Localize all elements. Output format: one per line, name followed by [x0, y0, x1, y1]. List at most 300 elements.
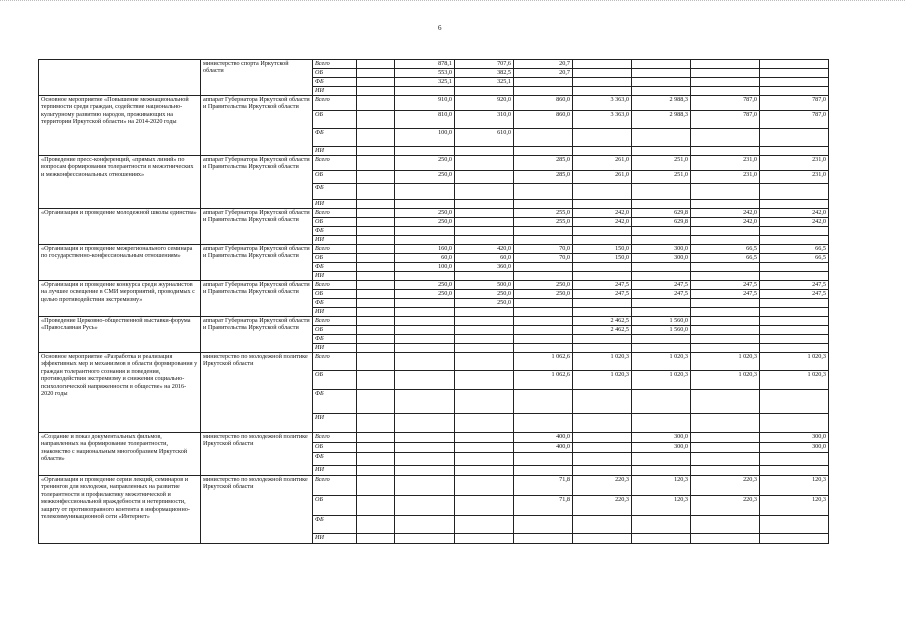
- funding-source-cell: ИИ: [313, 200, 357, 209]
- amount-cell: [760, 534, 829, 544]
- amount-cell: [357, 171, 395, 184]
- amount-cell: [632, 227, 691, 236]
- funding-source-cell: ОБ: [313, 111, 357, 129]
- amount-cell: [395, 516, 455, 534]
- amount-cell: [357, 308, 395, 317]
- event-name-cell: [39, 60, 201, 96]
- amount-cell: [760, 60, 829, 69]
- amount-cell: [573, 443, 632, 453]
- amount-cell: [455, 87, 514, 96]
- funding-source-cell: Всего: [313, 156, 357, 171]
- amount-cell: [691, 516, 760, 534]
- amount-cell: [514, 390, 573, 414]
- executor-cell: аппарат Губернатора Иркутской области и Правительства Иркутской области: [201, 96, 313, 156]
- amount-cell: [455, 184, 514, 200]
- amount-cell: [573, 236, 632, 245]
- amount-cell: [760, 69, 829, 78]
- amount-cell: 610,0: [455, 129, 514, 147]
- amount-cell: [514, 147, 573, 156]
- amount-cell: 231,0: [760, 156, 829, 171]
- event-name-cell: «Создание и показ документальных фильмов, направленных на формирование толерантности, знакомство с национальным многообразием Иркутской области»: [39, 433, 201, 476]
- amount-cell: [691, 200, 760, 209]
- amount-cell: [395, 326, 455, 335]
- funding-source-cell: Всего: [313, 317, 357, 326]
- amount-cell: 220,3: [573, 496, 632, 516]
- amount-cell: [691, 69, 760, 78]
- funding-source-cell: ИИ: [313, 272, 357, 281]
- funding-source-cell: Всего: [313, 353, 357, 371]
- amount-cell: [760, 317, 829, 326]
- amount-cell: [395, 476, 455, 496]
- event-name-cell: «Проведение Церковно-общественной выставки-форума «Православная Русь»: [39, 317, 201, 353]
- amount-cell: [760, 466, 829, 476]
- amount-cell: [691, 326, 760, 335]
- amount-cell: [455, 466, 514, 476]
- amount-cell: 300,0: [632, 245, 691, 254]
- executor-cell: министерство спорта Иркутской области: [201, 60, 313, 96]
- amount-cell: [514, 335, 573, 344]
- funding-source-cell: ИИ: [313, 414, 357, 433]
- amount-cell: [455, 272, 514, 281]
- funding-source-cell: ИИ: [313, 147, 357, 156]
- amount-cell: [357, 60, 395, 69]
- amount-cell: [395, 147, 455, 156]
- amount-cell: 250,0: [395, 209, 455, 218]
- amount-cell: [632, 87, 691, 96]
- amount-cell: [691, 78, 760, 87]
- amount-cell: [455, 200, 514, 209]
- table-row: [39, 60, 829, 69]
- amount-cell: [760, 326, 829, 335]
- amount-cell: [395, 453, 455, 466]
- amount-cell: 285,0: [514, 171, 573, 184]
- table-row: [39, 476, 829, 496]
- amount-cell: 120,3: [632, 476, 691, 496]
- amount-cell: 1 020,3: [573, 371, 632, 390]
- amount-cell: [514, 453, 573, 466]
- budget-table: [38, 59, 829, 544]
- amount-cell: [455, 476, 514, 496]
- amount-cell: [395, 299, 455, 308]
- amount-cell: [455, 353, 514, 371]
- amount-cell: [395, 371, 455, 390]
- amount-cell: [760, 129, 829, 147]
- amount-cell: [357, 272, 395, 281]
- amount-cell: 251,0: [632, 171, 691, 184]
- amount-cell: [357, 317, 395, 326]
- amount-cell: [395, 414, 455, 433]
- funding-source-cell: Всего: [313, 245, 357, 254]
- funding-source-cell: ИИ: [313, 236, 357, 245]
- amount-cell: 242,0: [760, 218, 829, 227]
- amount-cell: 120,3: [760, 496, 829, 516]
- amount-cell: [357, 254, 395, 263]
- executor-cell: аппарат Губернатора Иркутской области и Правительства Иркутской области: [201, 209, 313, 245]
- amount-cell: 1 062,6: [514, 353, 573, 371]
- amount-cell: 231,0: [691, 171, 760, 184]
- amount-cell: [632, 147, 691, 156]
- amount-cell: [691, 236, 760, 245]
- amount-cell: [455, 496, 514, 516]
- amount-cell: [760, 227, 829, 236]
- amount-cell: [691, 466, 760, 476]
- funding-source-cell: ИИ: [313, 466, 357, 476]
- amount-cell: 231,0: [691, 156, 760, 171]
- amount-cell: [395, 390, 455, 414]
- amount-cell: [573, 466, 632, 476]
- amount-cell: [632, 200, 691, 209]
- amount-cell: [691, 534, 760, 544]
- amount-cell: [760, 344, 829, 353]
- amount-cell: 2 988,3: [632, 96, 691, 111]
- amount-cell: [573, 263, 632, 272]
- funding-source-cell: Всего: [313, 281, 357, 290]
- amount-cell: [395, 466, 455, 476]
- amount-cell: [357, 111, 395, 129]
- amount-cell: 1 560,0: [632, 317, 691, 326]
- amount-cell: [691, 263, 760, 272]
- executor-cell: аппарат Губернатора Иркутской области и Правительства Иркутской области: [201, 317, 313, 353]
- amount-cell: [395, 308, 455, 317]
- amount-cell: 1 020,3: [691, 371, 760, 390]
- funding-source-cell: Всего: [313, 433, 357, 443]
- amount-cell: 71,8: [514, 476, 573, 496]
- amount-cell: [760, 390, 829, 414]
- amount-cell: 2 462,5: [573, 317, 632, 326]
- funding-source-cell: ФБ: [313, 184, 357, 200]
- amount-cell: [357, 200, 395, 209]
- amount-cell: 325,1: [395, 78, 455, 87]
- amount-cell: [632, 335, 691, 344]
- amount-cell: 787,0: [760, 96, 829, 111]
- amount-cell: [632, 299, 691, 308]
- amount-cell: [632, 453, 691, 466]
- amount-cell: [632, 516, 691, 534]
- funding-source-cell: ФБ: [313, 335, 357, 344]
- amount-cell: 242,0: [760, 209, 829, 218]
- amount-cell: 247,5: [573, 290, 632, 299]
- page-number: 6: [438, 24, 442, 32]
- amount-cell: [357, 227, 395, 236]
- funding-source-cell: ОБ: [313, 326, 357, 335]
- amount-cell: [357, 516, 395, 534]
- amount-cell: [632, 466, 691, 476]
- amount-cell: [514, 308, 573, 317]
- amount-cell: [691, 227, 760, 236]
- amount-cell: [455, 371, 514, 390]
- amount-cell: 247,5: [632, 281, 691, 290]
- funding-source-cell: ИИ: [313, 534, 357, 544]
- amount-cell: [573, 60, 632, 69]
- amount-cell: [760, 335, 829, 344]
- table-row: [39, 353, 829, 371]
- amount-cell: [455, 171, 514, 184]
- amount-cell: [632, 414, 691, 433]
- amount-cell: [632, 390, 691, 414]
- amount-cell: 1 020,3: [573, 353, 632, 371]
- amount-cell: [455, 516, 514, 534]
- amount-cell: [357, 209, 395, 218]
- funding-source-cell: ИИ: [313, 308, 357, 317]
- amount-cell: [632, 129, 691, 147]
- amount-cell: [395, 236, 455, 245]
- amount-cell: 285,0: [514, 156, 573, 171]
- amount-cell: 1 560,0: [632, 326, 691, 335]
- amount-cell: [514, 263, 573, 272]
- amount-cell: [573, 534, 632, 544]
- amount-cell: [357, 87, 395, 96]
- amount-cell: 300,0: [632, 433, 691, 443]
- amount-cell: [632, 308, 691, 317]
- amount-cell: 255,0: [514, 209, 573, 218]
- amount-cell: [455, 227, 514, 236]
- amount-cell: [455, 308, 514, 317]
- amount-cell: 247,5: [691, 290, 760, 299]
- amount-cell: [514, 227, 573, 236]
- amount-cell: [357, 335, 395, 344]
- executor-cell: аппарат Губернатора Иркутской области и Правительства Иркутской области: [201, 156, 313, 209]
- amount-cell: [514, 534, 573, 544]
- executor-cell: аппарат Губернатора Иркутской области и Правительства Иркутской области: [201, 281, 313, 317]
- amount-cell: [573, 147, 632, 156]
- amount-cell: 66,5: [691, 254, 760, 263]
- amount-cell: 860,0: [514, 111, 573, 129]
- amount-cell: [691, 344, 760, 353]
- amount-cell: 60,0: [395, 254, 455, 263]
- amount-cell: [760, 308, 829, 317]
- funding-source-cell: ОБ: [313, 290, 357, 299]
- funding-source-cell: Всего: [313, 96, 357, 111]
- amount-cell: 787,0: [760, 111, 829, 129]
- amount-cell: [455, 218, 514, 227]
- amount-cell: [691, 60, 760, 69]
- table-row: [39, 433, 829, 443]
- amount-cell: [691, 414, 760, 433]
- amount-cell: [573, 344, 632, 353]
- amount-cell: [573, 390, 632, 414]
- executor-cell: аппарат Губернатора Иркутской области и Правительства Иркутской области: [201, 245, 313, 281]
- amount-cell: 242,0: [691, 209, 760, 218]
- event-name-cell: «Организация и проведение молодежной школы единства»: [39, 209, 201, 245]
- amount-cell: [357, 156, 395, 171]
- amount-cell: [357, 129, 395, 147]
- amount-cell: 220,3: [691, 476, 760, 496]
- amount-cell: [395, 353, 455, 371]
- amount-cell: 787,0: [691, 96, 760, 111]
- amount-cell: [573, 335, 632, 344]
- amount-cell: 500,0: [455, 281, 514, 290]
- amount-cell: [395, 433, 455, 443]
- amount-cell: [632, 69, 691, 78]
- amount-cell: 2 988,3: [632, 111, 691, 129]
- amount-cell: [573, 299, 632, 308]
- funding-source-cell: Всего: [313, 209, 357, 218]
- amount-cell: [357, 344, 395, 353]
- amount-cell: [455, 433, 514, 443]
- amount-cell: [691, 453, 760, 466]
- amount-cell: [760, 299, 829, 308]
- funding-source-cell: ОБ: [313, 171, 357, 184]
- amount-cell: [357, 245, 395, 254]
- amount-cell: [514, 184, 573, 200]
- amount-cell: 120,3: [760, 476, 829, 496]
- amount-cell: [357, 353, 395, 371]
- funding-source-cell: ФБ: [313, 227, 357, 236]
- amount-cell: [455, 534, 514, 544]
- amount-cell: [357, 433, 395, 443]
- funding-source-cell: ФБ: [313, 129, 357, 147]
- amount-cell: [357, 290, 395, 299]
- amount-cell: [691, 443, 760, 453]
- amount-cell: 251,0: [632, 156, 691, 171]
- amount-cell: 250,0: [395, 290, 455, 299]
- amount-cell: [514, 236, 573, 245]
- amount-cell: 160,0: [395, 245, 455, 254]
- event-name-cell: «Организация и проведение межрегионального семинара по государственно-конфессиональным отношениям»: [39, 245, 201, 281]
- amount-cell: 400,0: [514, 443, 573, 453]
- funding-source-cell: ФБ: [313, 78, 357, 87]
- amount-cell: [691, 184, 760, 200]
- amount-cell: 231,0: [760, 171, 829, 184]
- amount-cell: 810,0: [395, 111, 455, 129]
- amount-cell: 100,0: [395, 129, 455, 147]
- amount-cell: 220,3: [691, 496, 760, 516]
- amount-cell: 71,8: [514, 496, 573, 516]
- event-name-cell: «Организация и проведение серии лекций, семинаров и тренингов для молодежи, направленных на развитие толерантности и профилактику межэтнической и межконфессиональной враждебности и нетерпимости, защиту от противоправного контента в информационно-телекоммуникационной сети «Интернет»: [39, 476, 201, 544]
- amount-cell: [573, 87, 632, 96]
- funding-source-cell: ОБ: [313, 371, 357, 390]
- amount-cell: [632, 272, 691, 281]
- amount-cell: 66,5: [760, 245, 829, 254]
- amount-cell: [357, 236, 395, 245]
- amount-cell: [395, 317, 455, 326]
- amount-cell: 255,0: [514, 218, 573, 227]
- amount-cell: [632, 236, 691, 245]
- amount-cell: [691, 335, 760, 344]
- funding-source-cell: ОБ: [313, 254, 357, 263]
- amount-cell: 261,0: [573, 171, 632, 184]
- amount-cell: 66,5: [760, 254, 829, 263]
- funding-source-cell: ОБ: [313, 69, 357, 78]
- amount-cell: [632, 344, 691, 353]
- amount-cell: 247,5: [691, 281, 760, 290]
- amount-cell: [632, 534, 691, 544]
- amount-cell: [357, 69, 395, 78]
- amount-cell: [455, 443, 514, 453]
- table-row: [39, 245, 829, 254]
- amount-cell: [514, 516, 573, 534]
- amount-cell: [760, 200, 829, 209]
- amount-cell: [691, 317, 760, 326]
- table-body: [39, 60, 829, 544]
- amount-cell: 70,0: [514, 245, 573, 254]
- amount-cell: 261,0: [573, 156, 632, 171]
- amount-cell: 247,5: [573, 281, 632, 290]
- amount-cell: [514, 78, 573, 87]
- amount-cell: 66,5: [691, 245, 760, 254]
- amount-cell: [455, 236, 514, 245]
- amount-cell: [395, 496, 455, 516]
- amount-cell: [395, 344, 455, 353]
- funding-source-cell: Всего: [313, 476, 357, 496]
- amount-cell: 247,5: [632, 290, 691, 299]
- amount-cell: 150,0: [573, 254, 632, 263]
- amount-cell: 20,7: [514, 60, 573, 69]
- amount-cell: 707,6: [455, 60, 514, 69]
- amount-cell: 250,0: [395, 171, 455, 184]
- table-row: [39, 96, 829, 111]
- amount-cell: [760, 516, 829, 534]
- amount-cell: 150,0: [573, 245, 632, 254]
- amount-cell: [760, 453, 829, 466]
- amount-cell: [691, 308, 760, 317]
- amount-cell: [514, 344, 573, 353]
- amount-cell: [357, 534, 395, 544]
- amount-cell: [691, 299, 760, 308]
- amount-cell: [357, 453, 395, 466]
- amount-cell: 100,0: [395, 263, 455, 272]
- amount-cell: [691, 87, 760, 96]
- amount-cell: [357, 443, 395, 453]
- amount-cell: [395, 272, 455, 281]
- amount-cell: 1 020,3: [632, 353, 691, 371]
- amount-cell: 3 363,0: [573, 96, 632, 111]
- amount-cell: 247,5: [760, 290, 829, 299]
- amount-cell: 860,0: [514, 96, 573, 111]
- amount-cell: 400,0: [514, 433, 573, 443]
- amount-cell: [573, 184, 632, 200]
- funding-source-cell: ОБ: [313, 443, 357, 453]
- amount-cell: [455, 156, 514, 171]
- amount-cell: [455, 414, 514, 433]
- amount-cell: 242,0: [691, 218, 760, 227]
- amount-cell: [357, 476, 395, 496]
- amount-cell: 300,0: [632, 443, 691, 453]
- amount-cell: 360,0: [455, 263, 514, 272]
- amount-cell: 250,0: [455, 299, 514, 308]
- amount-cell: 60,0: [455, 254, 514, 263]
- amount-cell: [573, 129, 632, 147]
- amount-cell: 382,5: [455, 69, 514, 78]
- amount-cell: 1 062,6: [514, 371, 573, 390]
- amount-cell: [357, 496, 395, 516]
- amount-cell: [760, 272, 829, 281]
- amount-cell: 629,8: [632, 218, 691, 227]
- amount-cell: 910,0: [395, 96, 455, 111]
- amount-cell: [455, 209, 514, 218]
- amount-cell: 20,7: [514, 69, 573, 78]
- amount-cell: [514, 87, 573, 96]
- amount-cell: [395, 443, 455, 453]
- scan-edge-marks: [0, 0, 905, 7]
- amount-cell: [357, 218, 395, 227]
- amount-cell: [691, 147, 760, 156]
- amount-cell: 3 363,0: [573, 111, 632, 129]
- amount-cell: [760, 147, 829, 156]
- event-name-cell: Основное мероприятие «Повышение межнациональной терпимости среди граждан, содействие национально-культурному развитию народов, проживающих на территории Иркутской области» на 2014-2020 годы: [39, 96, 201, 156]
- amount-cell: 250,0: [395, 156, 455, 171]
- amount-cell: [514, 272, 573, 281]
- funding-source-cell: ФБ: [313, 516, 357, 534]
- amount-cell: 242,0: [573, 209, 632, 218]
- amount-cell: 120,3: [632, 496, 691, 516]
- amount-cell: 1 020,3: [632, 371, 691, 390]
- table-row: [39, 317, 829, 326]
- amount-cell: [760, 87, 829, 96]
- funding-source-cell: ФБ: [313, 263, 357, 272]
- amount-cell: 250,0: [395, 281, 455, 290]
- funding-source-cell: ОБ: [313, 496, 357, 516]
